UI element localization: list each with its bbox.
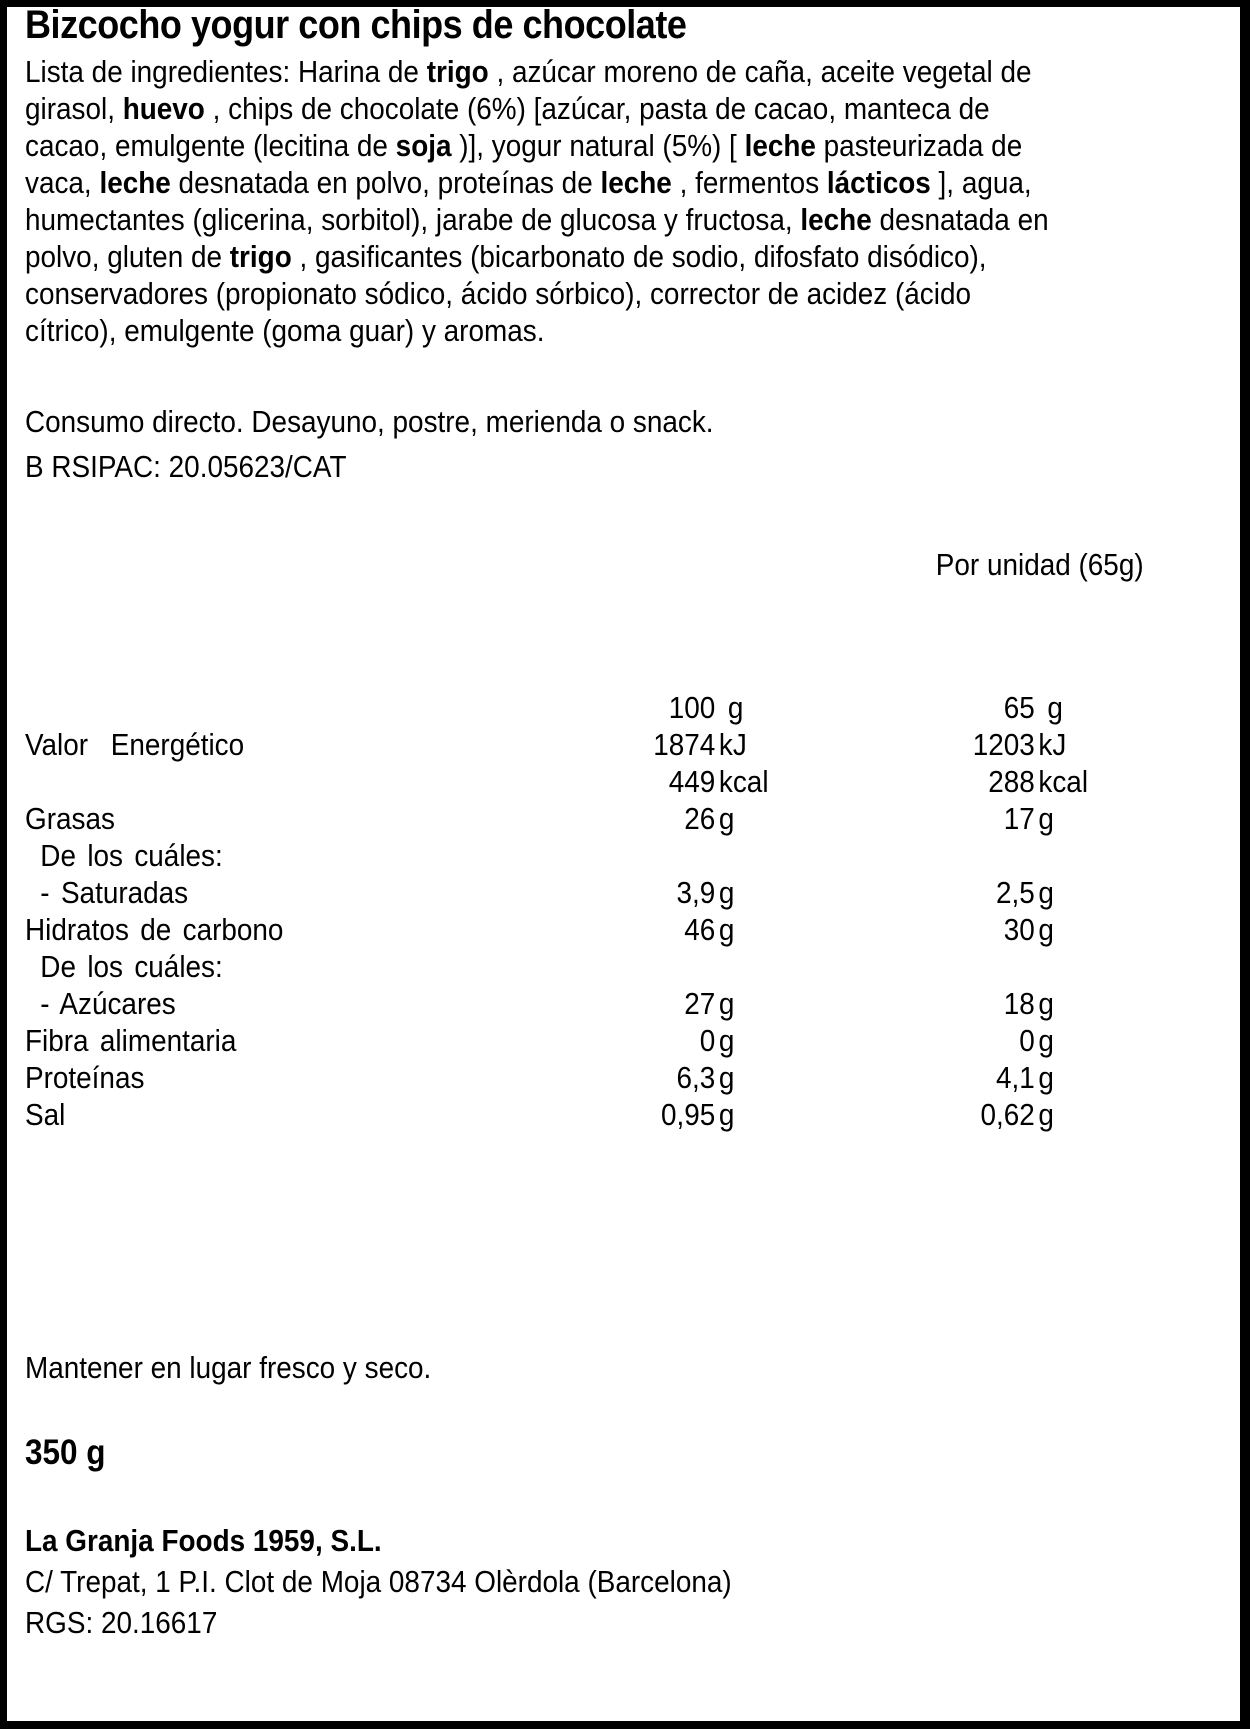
ingredients-text (25, 53, 1227, 349)
nutrition-unit-100g (715, 837, 799, 874)
nutrition-value-65g: 17 (1003, 801, 1035, 836)
ingredient-text: desnatada en polvo, proteínas de (170, 165, 601, 200)
nutrition-value-65g (799, 948, 1035, 985)
ingredient-text: , gasificantes (bicarbonato de sodio, difosfato disódico), (291, 239, 987, 274)
allergen-text: leche (99, 165, 171, 200)
manufacturer-rgs: RGS: 20.16617 (25, 1605, 218, 1640)
allergen-text: trigo (426, 54, 489, 89)
nutrition-value-100g: 100 (668, 690, 716, 725)
ingredient-line (25, 312, 1227, 349)
allergen-text: trigo (229, 239, 292, 274)
usage-note: Consumo directo. Desayuno, postre, merienda o snack. (25, 404, 714, 439)
nutrition-value-100g: 6,3 (676, 1060, 716, 1095)
ingredient-line (25, 53, 1227, 90)
nutrition-row (25, 726, 1227, 763)
ingredient-line (25, 90, 1227, 127)
nutrition-value-100g: 1874 (653, 727, 716, 762)
nutrition-label: Fibra alimentaria (25, 1023, 237, 1058)
ingredient-text: , azúcar moreno de caña, aceite vegetal de (488, 54, 1032, 89)
nutrition-unit-65g (1035, 837, 1228, 874)
nutrition-row (25, 911, 1227, 948)
nutrition-unit-100g: kcal (718, 764, 769, 799)
ingredient-text: girasol, (25, 91, 123, 126)
nutrition-label: Valor Energético (25, 727, 245, 762)
allergen-text: leche (600, 165, 672, 200)
nutrition-unit-100g: g (718, 875, 735, 910)
nutrition-value-65g: 0,62 (980, 1097, 1035, 1132)
nutrition-unit-65g: g (1038, 912, 1054, 947)
nutrition-row (25, 1059, 1227, 1096)
nutrition-unit-100g: g (718, 1060, 735, 1095)
nutrition-value-65g: 4,1 (996, 1060, 1035, 1095)
nutrition-table (25, 689, 1227, 1133)
ingredient-line (25, 164, 1227, 201)
registry-number: B RSIPAC: 20.05623/CAT (25, 449, 347, 484)
nutrition-value-100g (421, 837, 715, 874)
nutrition-value-65g: 30 (1003, 912, 1035, 947)
product-title: Bizcocho yogur con chips de chocolate (25, 3, 687, 47)
nutrition-value-65g: 65 (1003, 690, 1035, 725)
ingredient-line (25, 275, 1227, 312)
nutrition-unit-65g: g (1038, 801, 1054, 836)
nutrition-value-100g: 26 (684, 801, 716, 836)
ingredient-text: )], yogur natural (5%) [ (451, 128, 745, 163)
nutrition-label: Hidratos de carbono (25, 912, 284, 947)
nutrition-row (25, 874, 1227, 911)
nutrition-value-100g: 46 (684, 912, 716, 947)
ingredient-text: , fermentos (671, 165, 827, 200)
allergen-text: lácticos (826, 165, 931, 200)
ingredient-line (25, 127, 1227, 164)
nutrition-value-100g: 3,9 (676, 875, 716, 910)
ingredient-text: conservadores (propionato sódico, ácido sórbico), corrector de acidez (ácido (25, 276, 971, 311)
nutrition-row (25, 1096, 1227, 1133)
nutrition-unit-65g: g (1038, 1023, 1054, 1058)
ingredient-text: ], agua, (930, 165, 1032, 200)
allergen-text: huevo (122, 91, 205, 126)
nutrition-unit-65g: g (1047, 690, 1063, 725)
ingredient-text: humectantes (glicerina, sorbitol), jarabe de glucosa y fructosa, (25, 202, 801, 237)
nutrition-unit-65g (1035, 948, 1228, 985)
ingredient-text: , chips de chocolate (6%) [azúcar, pasta de cacao, manteca de (204, 91, 990, 126)
nutrition-label: - Azúcares (40, 986, 176, 1021)
nutrition-unit-100g: g (718, 912, 735, 947)
nutrition-value-100g: 0,95 (660, 1097, 716, 1132)
nutrition-unit-100g: g (718, 801, 735, 836)
ingredient-line (25, 238, 1227, 275)
nutrition-unit-65g: g (1038, 1060, 1054, 1095)
nutrition-value-65g: 288 (988, 764, 1035, 799)
nutrition-unit-65g: kJ (1038, 727, 1067, 762)
nutrition-unit-65g: g (1038, 986, 1054, 1021)
nutrition-value-100g: 0 (699, 1023, 716, 1058)
nutrition-value-65g: 0 (1019, 1023, 1035, 1058)
nutrition-unit-65g: kcal (1038, 764, 1089, 799)
allergen-text: leche (800, 202, 872, 237)
nutrition-unit-100g: g (718, 986, 735, 1021)
manufacturer-block (25, 1520, 1227, 1643)
manufacturer-address: C/ Trepat, 1 P.I. Clot de Moja 08734 Olèrdola (Barcelona) (25, 1564, 732, 1599)
allergen-text: soja (395, 128, 452, 163)
nutrition-label: Grasas (25, 801, 115, 836)
ingredient-text: cacao, emulgente (lecitina de (25, 128, 396, 163)
nutrition-value-100g (421, 948, 715, 985)
per-unit-label: Por unidad (65g) (935, 547, 1144, 582)
nutrition-label (25, 763, 421, 800)
nutrition-label: Sal (25, 1097, 66, 1132)
nutrition-header-row (25, 689, 1227, 726)
ingredient-text: desnatada en (871, 202, 1049, 237)
nutrition-value-100g: 27 (684, 986, 716, 1021)
nutrition-row (25, 1022, 1227, 1059)
ingredient-text: Lista de ingredientes: Harina de (25, 54, 427, 89)
ingredient-line (25, 201, 1227, 238)
nutrition-label: - Saturadas (40, 875, 189, 910)
ingredient-text: cítrico), emulgente (goma guar) y aromas. (25, 313, 545, 348)
nutrition-value-100g: 449 (668, 764, 716, 799)
label-content (25, 2, 1227, 1643)
nutrition-unit-100g: kJ (718, 727, 747, 762)
nutrition-label: De los cuáles: (40, 949, 223, 984)
nutrition-label (25, 689, 421, 726)
nutrition-value-65g: 18 (1003, 986, 1035, 1021)
ingredient-text: polvo, gluten de (25, 239, 230, 274)
nutrition-unit-65g: g (1038, 875, 1054, 910)
nutrition-value-65g: 1203 (972, 727, 1035, 762)
nutrition-row (25, 985, 1227, 1022)
net-weight: 350 g (25, 1433, 106, 1472)
ingredient-text: pasteurizada de (815, 128, 1023, 163)
nutrition-label: Proteínas (25, 1060, 145, 1095)
nutrition-row (25, 800, 1227, 837)
nutrition-value-65g (799, 837, 1035, 874)
nutrition-unit-100g: g (718, 1097, 735, 1132)
nutrition-unit-100g: g (727, 690, 744, 725)
nutrition-row (25, 948, 1227, 985)
manufacturer-name: La Granja Foods 1959, S.L. (25, 1523, 382, 1558)
nutrition-row (25, 837, 1227, 874)
storage-note: Mantener en lugar fresco y seco. (25, 1350, 432, 1385)
nutrition-unit-65g: g (1038, 1097, 1054, 1132)
nutrition-value-65g: 2,5 (996, 875, 1035, 910)
nutrition-unit-100g: g (718, 1023, 735, 1058)
allergen-text: leche (744, 128, 816, 163)
nutrition-row (25, 763, 1227, 800)
nutrition-label: De los cuáles: (40, 838, 223, 873)
nutrition-unit-100g (715, 948, 799, 985)
ingredient-text: vaca, (25, 165, 100, 200)
